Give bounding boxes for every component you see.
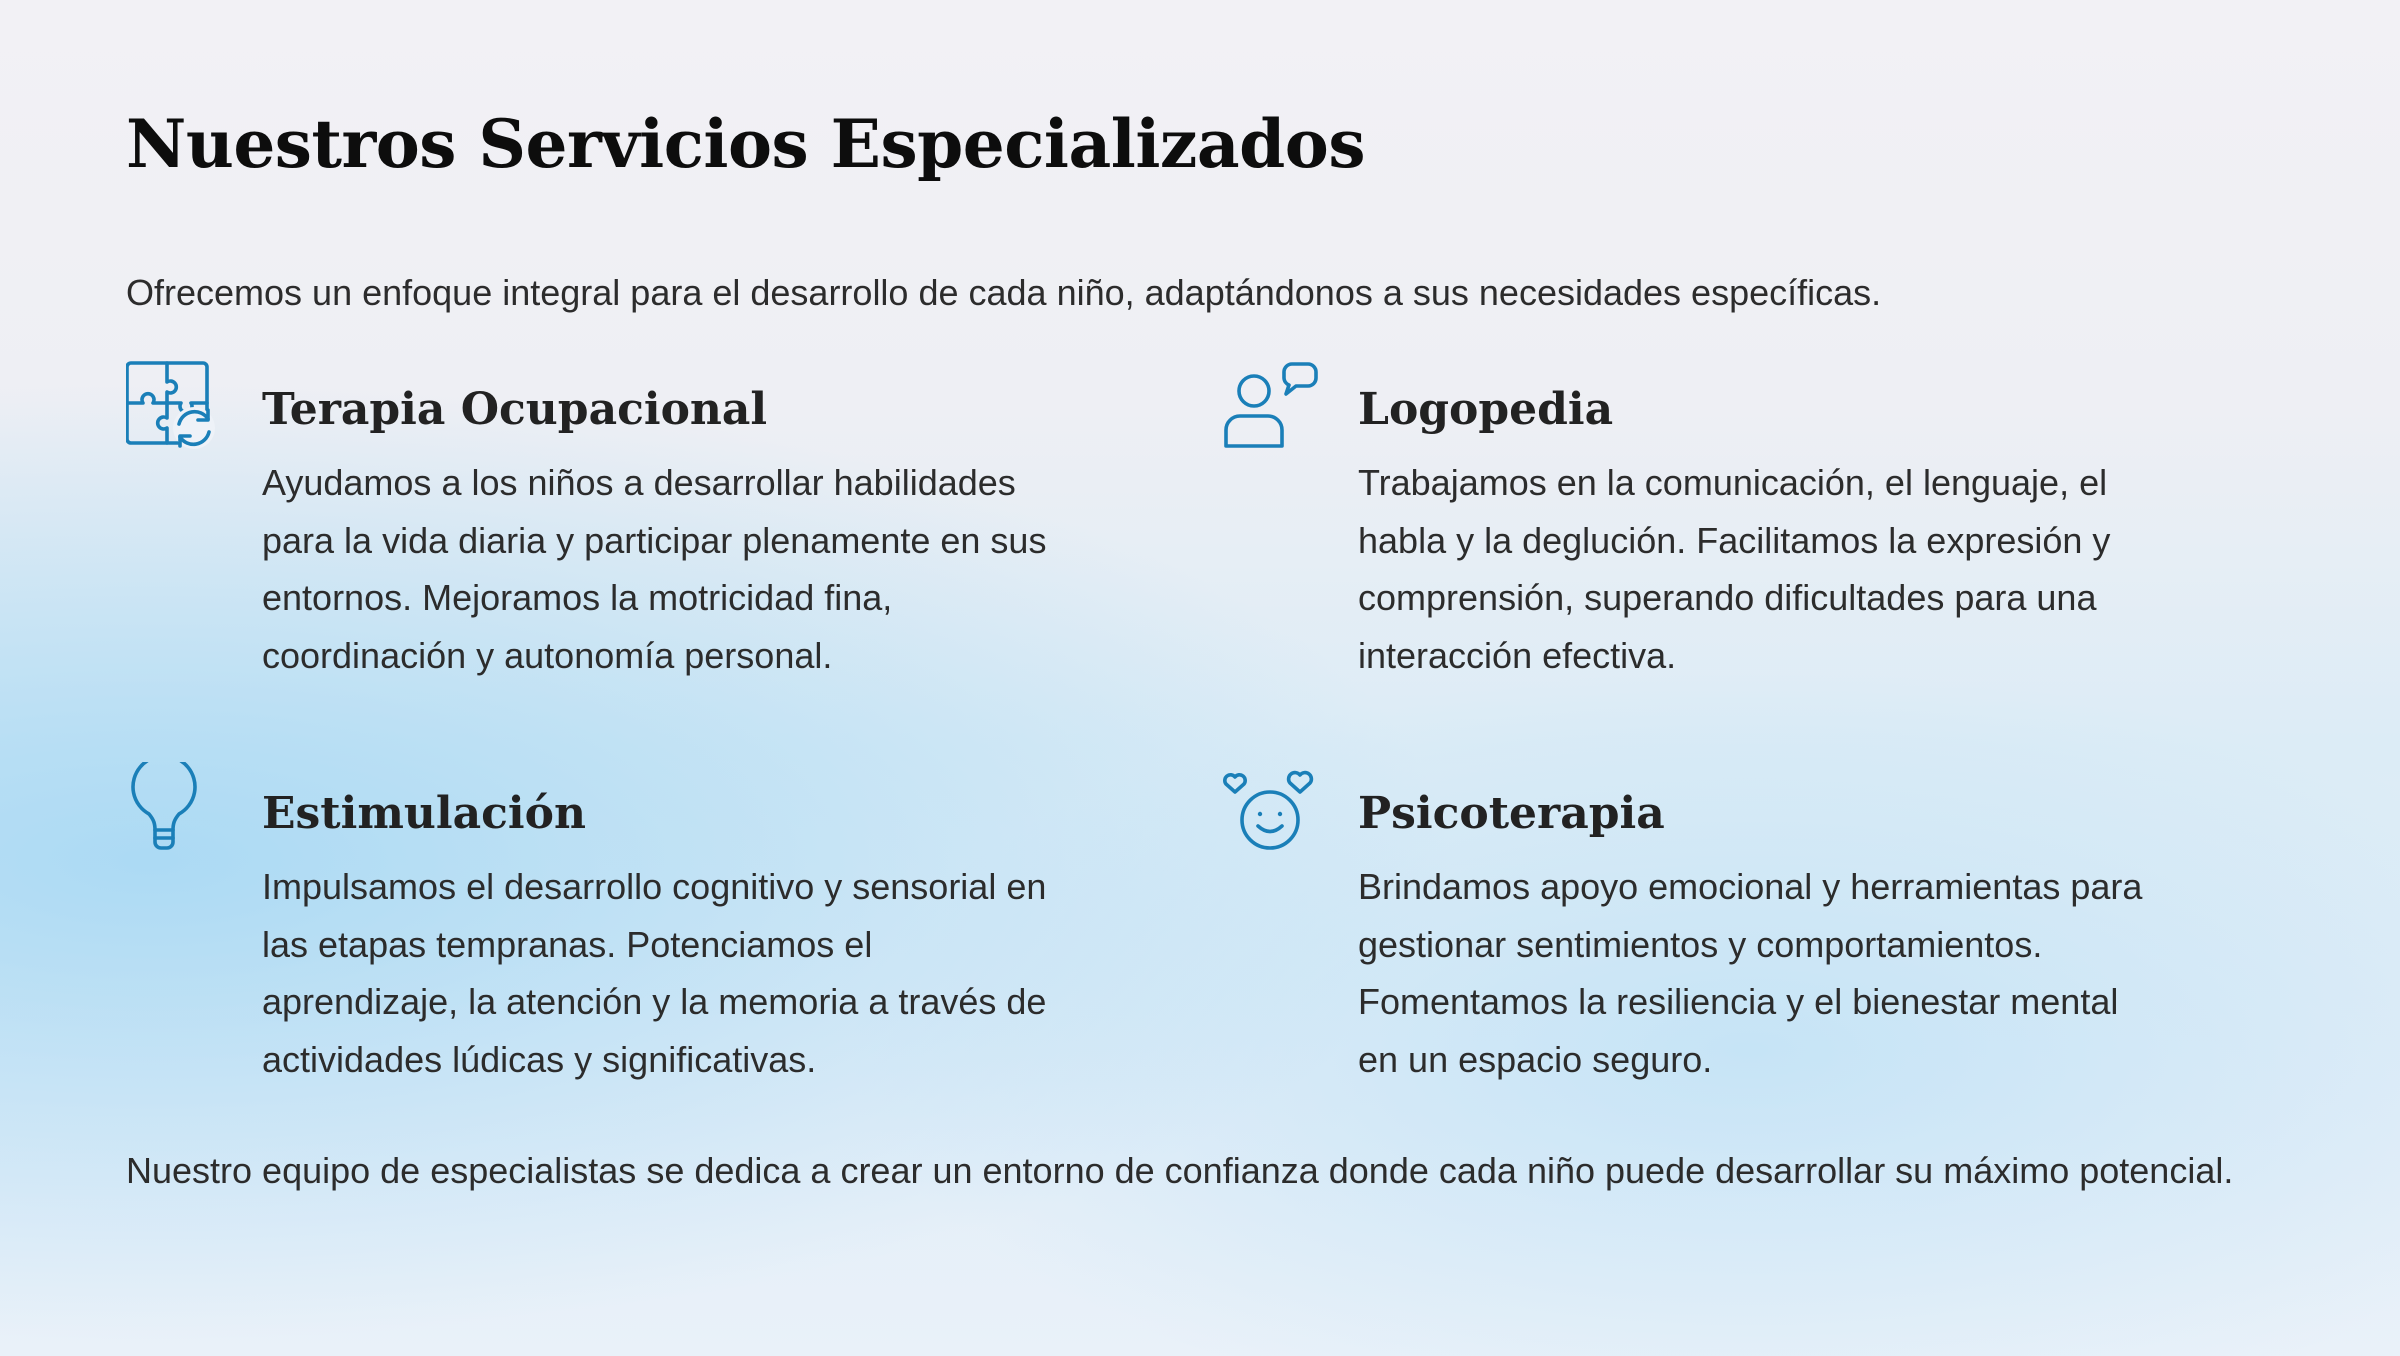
- intro-text: Ofrecemos un enfoque integral para el desarrollo de cada niño, adaptándonos a sus necesidades específicas.: [126, 272, 1882, 313]
- service-title: Logopedia: [1358, 384, 1614, 435]
- service-title: Terapia Ocupacional: [262, 384, 768, 435]
- service-title: Psicoterapia: [1358, 788, 1665, 839]
- speech-person-icon: [1222, 358, 1318, 454]
- service-card-estimulacion: [126, 762, 1086, 1082]
- service-description: Ayudamos a los niños a desarrollar habilidades para la vida diaria y participar plenamente en sus entornos. Mejoramos la motricidad fina, coordinación y autonomía personal.: [262, 462, 1047, 676]
- service-title: Estimulación: [262, 788, 586, 839]
- page-title: Nuestros Servicios Especializados: [126, 105, 1365, 183]
- closing-text: Nuestro equipo de especialistas se dedica a crear un entorno de confianza donde cada niño puede desarrollar su máximo potencial.: [126, 1150, 2234, 1191]
- lightbulb-icon: [126, 762, 222, 858]
- service-card-terapia-ocupacional: [126, 358, 1086, 678]
- puzzle-icon: [126, 358, 222, 454]
- smiley-hearts-icon: [1222, 762, 1318, 858]
- service-card-psicoterapia: [1222, 762, 2182, 1082]
- service-description: Trabajamos en la comunicación, el lenguaje, el habla y la deglución. Facilitamos la expresión y comprensión, superando dificultades para una interacción efectiva.: [1358, 462, 2111, 676]
- service-description: Brindamos apoyo emocional y herramientas para gestionar sentimientos y comportamientos. Fomentamos la resiliencia y el bienestar mental en un espacio seguro.: [1358, 866, 2143, 1080]
- service-description: Impulsamos el desarrollo cognitivo y sensorial en las etapas tempranas. Potenciamos el aprendizaje, la atención y la memoria a través de actividades lúdicas y significativas.: [262, 866, 1047, 1080]
- service-card-logopedia: [1222, 358, 2182, 678]
